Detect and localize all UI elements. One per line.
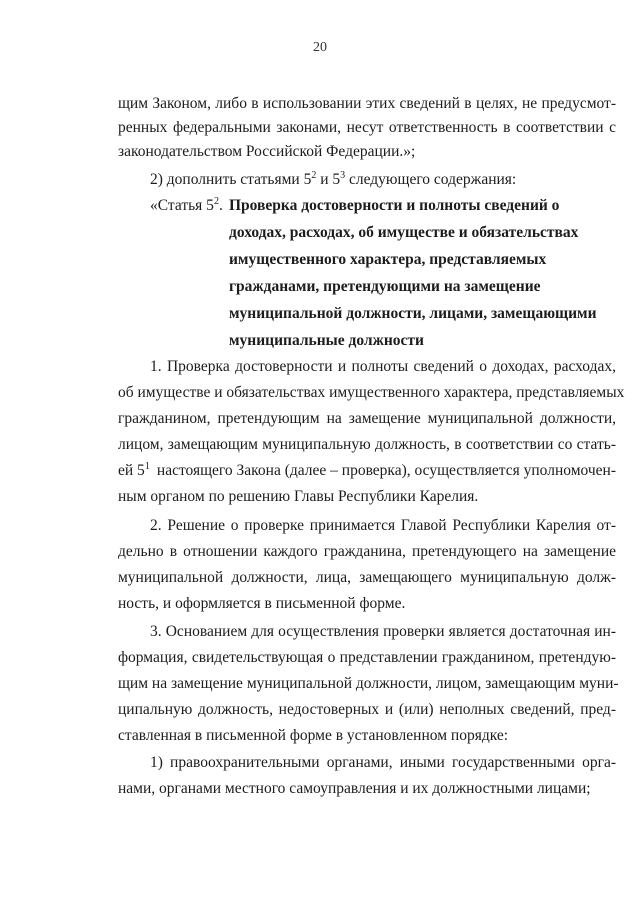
para1-line5-sup: 1: [144, 461, 150, 472]
sub1-line-1: 1) правоохранительными органами, иными государственными орга-: [150, 754, 616, 771]
para3-line-5: ставленная в письменной форме в установленном порядке:: [118, 727, 509, 744]
article-title-line-5: муниципальной должности, лицами, замещающими: [229, 305, 597, 322]
sub1-line-2: нами, органами местного самоуправления и их должностными лицами;: [118, 780, 591, 797]
para2-line-3: муниципальной должности, лица, замещающего муниципальную долж-: [118, 569, 616, 586]
continuation-line-3: законодательством Российской Федерации.»;: [118, 143, 416, 160]
item2-line: [150, 170, 516, 190]
page-number: 20: [313, 40, 327, 55]
article-suffix: .: [218, 197, 223, 214]
para1-line5-prefix: ей $5^1$: [118, 461, 150, 479]
para1-line-3: гражданином, претендующим на замещение муниципальной должности,: [118, 410, 616, 427]
para1-line-2: об имуществе и обязательствах имущественного характера, представляемых: [118, 384, 625, 401]
para1-line-4: лицом, замещающим муниципальную должность, в соответствии со стать-: [118, 436, 616, 453]
item2-suffix: следующего содержания:: [345, 171, 517, 188]
para2-line-2: дельно в отношении каждого гражданина, претендующего на замещение: [118, 543, 616, 560]
para3-line-4: ципальную должность, недостоверных и (или) неполных сведений, пред-: [118, 701, 616, 718]
item2-mid: и 5: [316, 171, 341, 188]
item2-sup2: 3: [340, 170, 346, 181]
para3-line-2: формация, свидетельствующая о представлении гражданином, претендую-: [118, 649, 616, 666]
para3-line-3: щим на замещение муниципальной должности, лицом, замещающим муни-: [118, 675, 619, 692]
para1-line-1: 1. Проверка достоверности и полноты сведений о доходах, расходах,: [150, 358, 616, 375]
para1-line5-suffix: настоящего Закона (далее – проверка), осуществляется уполномочен-: [156, 462, 616, 479]
article-title-line-3: имущественного характера, представляемых: [229, 251, 547, 268]
article-number: [150, 196, 223, 216]
para1-line-6: ным органом по решению Главы Республики Карелия.: [118, 488, 479, 505]
article-title-line-1: Проверка достоверности и полноты сведений о: [229, 197, 560, 214]
para2-line-4: ность, и оформляется в письменной форме.: [118, 595, 406, 612]
para3-line-1: 3. Основанием для осуществления проверки является достаточная ин-: [150, 623, 616, 640]
article-title-line-2: доходах, расходах, об имуществе и обязательствах: [229, 224, 579, 241]
article-prefix: «Статья 5: [150, 197, 214, 214]
article-title-line-6: муниципальные должности: [229, 332, 424, 349]
item2-sup1: 2: [311, 170, 317, 181]
article-sup: 2: [213, 196, 219, 207]
para1-line-5: [118, 461, 616, 481]
continuation-line-1: щим Законом, либо в использовании этих сведений в целях, не предусмот-: [118, 95, 616, 112]
continuation-line-2: ренных федеральными законами, несут ответственность в соответствии с: [118, 119, 616, 136]
article-title-line-4: гражданами, претендующими на замещение: [229, 278, 541, 295]
para2-line-1: 2. Решение о проверке принимается Главой Республики Карелия от-: [150, 517, 616, 534]
item2-prefix: 2) дополнить статьями 5: [150, 171, 312, 188]
